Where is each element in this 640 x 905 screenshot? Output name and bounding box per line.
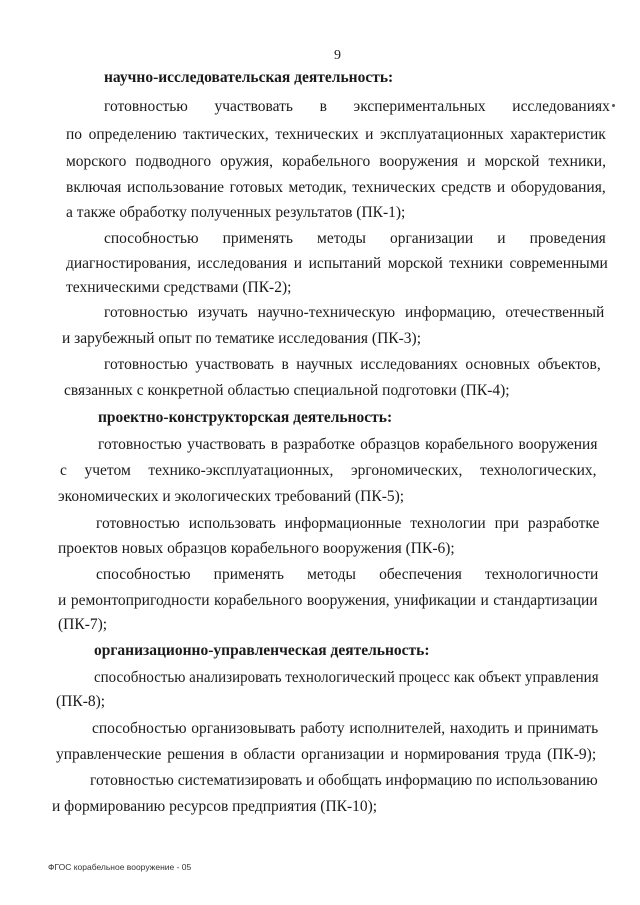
text-line: диагностирования, исследования и испытаний морской техники современными [66, 255, 608, 272]
text-line: готовностью систематизировать и обобщать информацию по использованию [90, 772, 598, 789]
page-number: 9 [334, 48, 341, 63]
scan-speck [612, 104, 615, 107]
text-line: (ПК-8); [56, 693, 106, 710]
text-line: готовностью использовать информационные технологии при разработке [96, 515, 600, 532]
text-line: управленческие решения в области организации и нормирования труда (ПК-9); [56, 746, 597, 763]
text-line: готовностью участвовать в научных исследованиях основных объектов, [104, 356, 601, 373]
text-line: готовностью участвовать в разработке образцов корабельного вооружения [98, 436, 598, 453]
text-line: готовностью изучать научно-техническую информацию, отечественный [104, 304, 605, 321]
text-line: способностью анализировать технологический процесс как объект управления [94, 669, 599, 686]
text-line: и формированию ресурсов предприятия (ПК-10); [52, 798, 378, 815]
text-line: проектов новых образцов корабельного вооружения (ПК-6); [58, 540, 455, 557]
text-line: с учетом технико-эксплуатационных, эргономических, технологических, [60, 462, 597, 479]
section-heading: научно-исследовательская деятельность: [104, 69, 394, 86]
text-line: техническими средствами (ПК-2); [66, 279, 292, 296]
text-line: и зарубежный опыт по тематике исследования (ПК-3); [62, 330, 422, 347]
text-line: связанных с конкретной областью специальной подготовки (ПК-4); [64, 382, 510, 399]
text-line: (ПК-7); [58, 616, 108, 633]
page-footer: ФГОС корабельное вооружение - 05 [48, 862, 192, 872]
text-line: способностью применять методы организации и проведения [104, 230, 606, 247]
text-line: способностью применять методы обеспечения технологичности [96, 566, 599, 583]
text-line: а также обработку полученных результатов (ПК-1); [66, 204, 406, 221]
text-line: способностью организовывать работу исполнителей, находить и принимать [92, 720, 599, 737]
section-heading: организационно-управленческая деятельность: [94, 642, 430, 659]
text-line: и ремонтопригодности корабельного вооружения, унификации и стандартизации [58, 592, 598, 609]
text-line: по определению тактических, технических и эксплуатационных характеристик [66, 126, 606, 143]
text-line: морского подводного оружия, корабельного вооружения и морской техники, [66, 153, 606, 170]
text-line: включая использование готовых методик, технических средств и оборудования, [66, 179, 606, 196]
text-line: экономических и экологических требований (ПК-5); [58, 488, 405, 505]
section-heading: проектно-конструкторская деятельность: [98, 409, 393, 426]
text-line: готовностью участвовать в экспериментальных исследованиях [104, 98, 610, 115]
